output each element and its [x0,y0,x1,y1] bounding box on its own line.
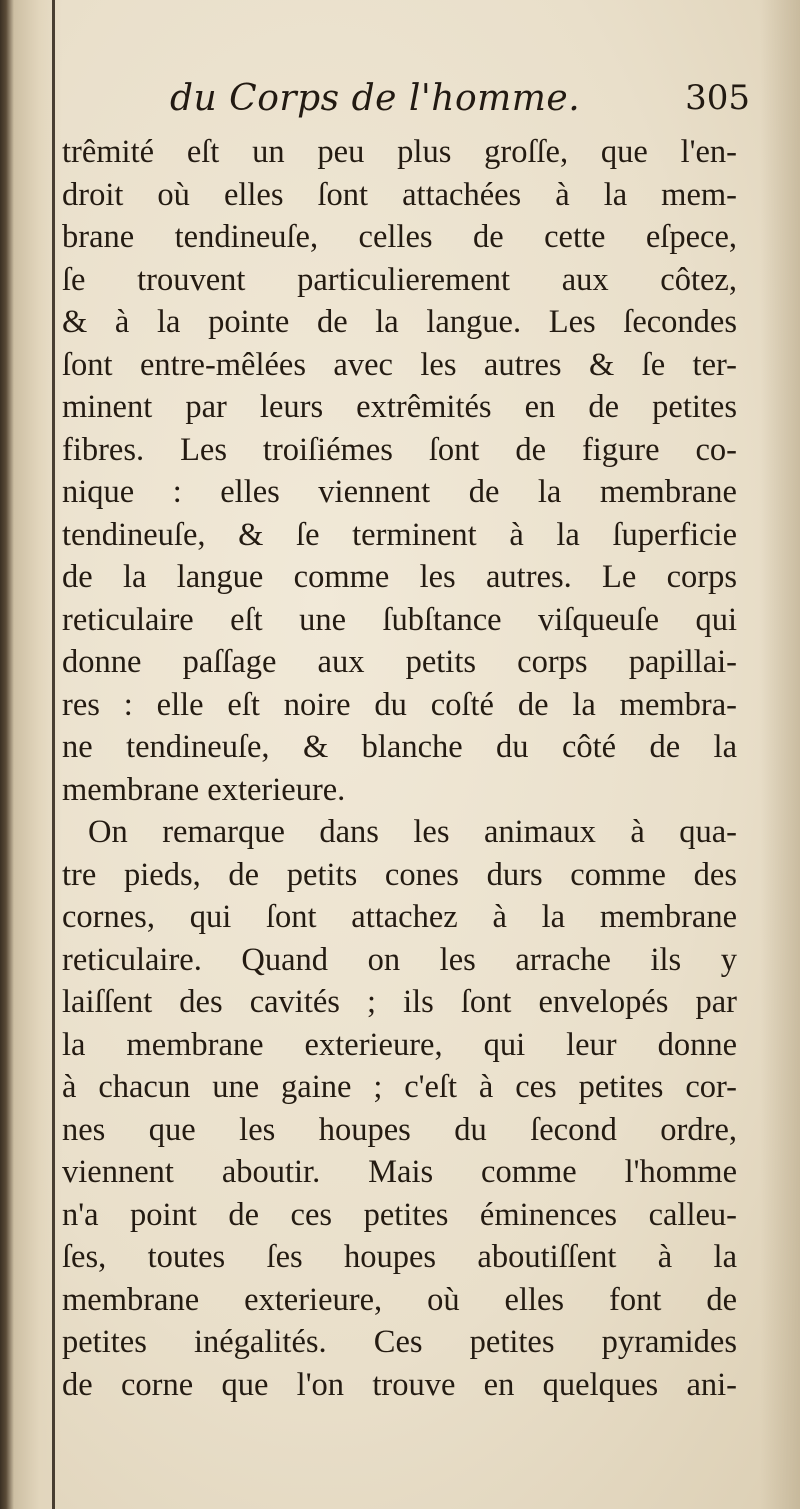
page-number: 305 [685,78,750,118]
gutter-line [52,0,55,1509]
text-line: reticulaire eſt une ſubſtance viſqueuſe qui [62,601,737,638]
page-header [170,78,750,134]
running-title: du Corps de l'homme. [170,78,581,119]
text-line: tre pieds, de petits cones durs comme des [62,856,737,893]
text-line: trêmité eſt un peu plus groſſe, que l'en- [62,134,737,170]
text-line: droit où elles ſont attachées à la mem- [62,176,737,213]
text-line: la membrane exterieure, qui leur donne [62,1026,737,1063]
text-line: tendineuſe, & ſe terminent à la ſuperficie [62,516,737,553]
body-text [62,131,737,1406]
text-line: n'a point de ces petites éminences calleu- [62,1196,737,1233]
text-line: fibres. Les troiſiémes ſont de figure co- [62,431,737,468]
text-line: reticulaire. Quand on les arrache ils y [62,941,737,978]
text-line: nique : elles viennent de la membrane [62,474,737,510]
text-line: membrane exterieure, où elles font de [62,1281,737,1318]
text-line: ſont entre-mêlées avec les autres & ſe ter- [62,346,737,383]
text-line: viennent aboutir. Mais comme l'homme [62,1154,737,1190]
text-line: petites inégalités. Ces petites pyramides [62,1324,737,1360]
text-line: membrane exterieure. [62,771,346,808]
text-line: minent par leurs extrêmités en de petites [62,389,737,425]
text-line: de la langue comme les autres. Le corps [62,559,737,595]
text-line: nes que les houpes du ſecond ordre, [62,1111,737,1148]
text-line: res : elle eſt noire du coſté de la membra- [62,686,737,723]
text-line: laiſſent des cavités ; ils ſont envelopés par [62,984,737,1020]
text-line: de corne que l'on trouve en quelques ani- [62,1366,737,1403]
text-line: cornes, qui ſont attachez à la membrane [62,899,737,935]
text-line: ne tendineuſe, & blanche du côté de la [62,729,737,765]
text-line: brane tendineuſe, celles de cette eſpece, [62,219,737,255]
text-line: ſes, toutes ſes houpes aboutiſſent à la [62,1239,737,1275]
paragraph-first-line: On remarque dans les animaux à qua- [88,814,737,850]
text-line: & à la pointe de la langue. Les ſecondes [62,304,737,340]
text-line: à chacun une gaine ; c'eſt à ces petites cor- [62,1069,737,1105]
page-edge-shadow [760,0,800,1509]
text-line: donne paſſage aux petits corps papillai- [62,644,737,680]
text-line: ſe trouvent particulierement aux côtez, [62,261,737,298]
